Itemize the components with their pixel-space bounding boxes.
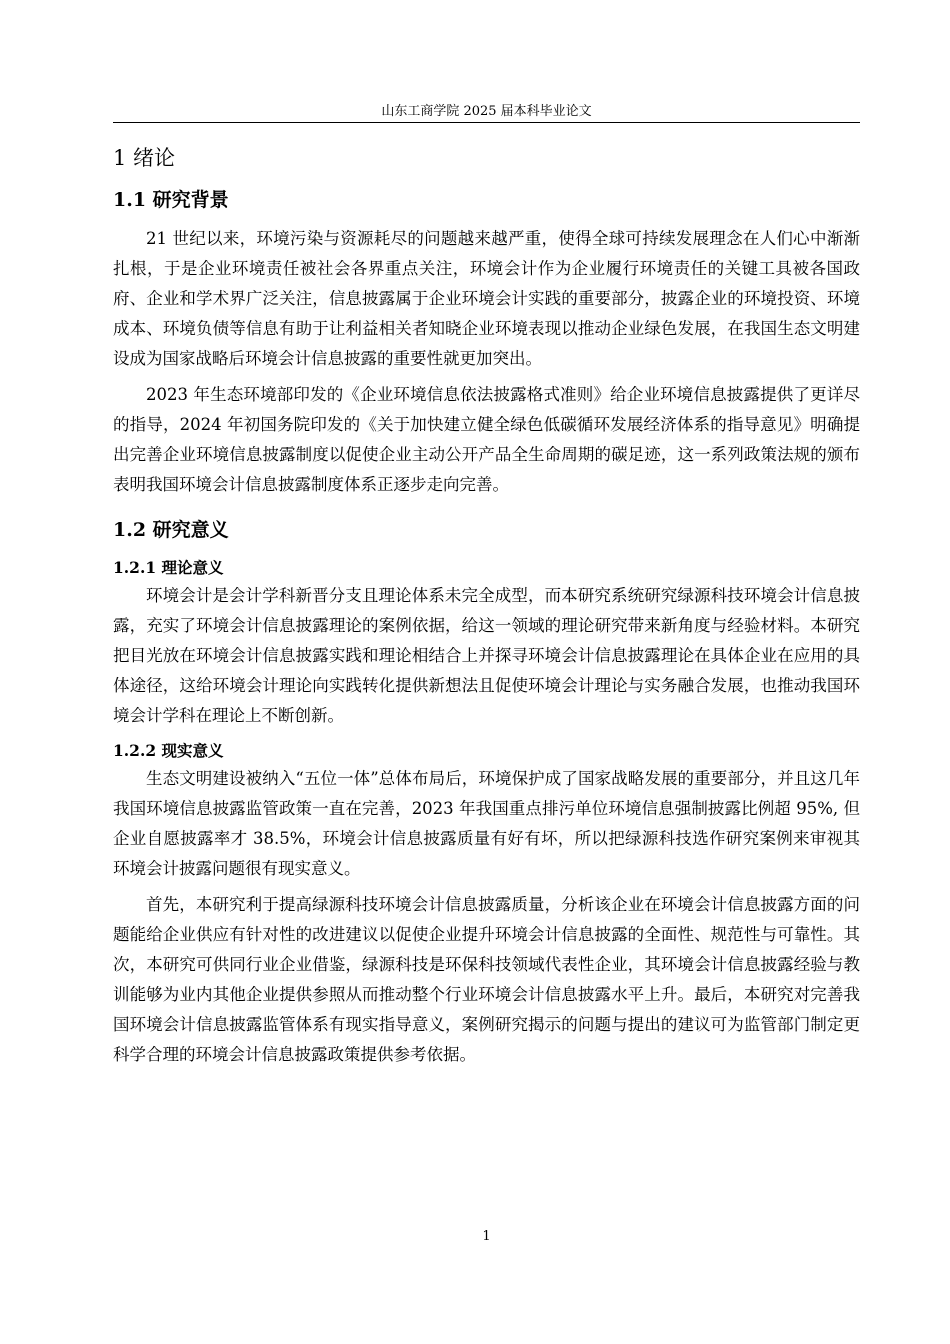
page-body (113, 140, 860, 1076)
page-number: 1 (482, 1229, 491, 1244)
subsection-heading-practical-significance: 1.2.2 现实意义 (113, 741, 224, 760)
section-heading-research-significance: 1.2 研究意义 (113, 519, 229, 541)
subsection-heading-theoretical-significance: 1.2.1 理论意义 (113, 558, 224, 577)
paragraph: 生态文明建设被纳入“五位一体”总体布局后，环境保护成了国家战略发展的重要部分，并且这几年我国环境信息披露监管政策一直在完善，2023 年我国重点排污单位环境信息强制披露比例超 95%, 但企业自愿披露率才 38.5%，环境会计信息披露质量有好有坏，所以把绿源科技选作研究案例来审视其环境会计披露问题很有现实意义。 (113, 769, 860, 878)
header-divider (113, 122, 860, 123)
paragraph: 2023 年生态环境部印发的《企业环境信息依法披露格式准则》给企业环境信息披露提供了更详尽的指导，2024 年初国务院印发的《关于加快建立健全绿色低碳循环发展经济体系的指导意见》明确提出完善企业环境信息披露制度以促使企业主动公开产品全生命周期的碳足迹，这一系列政策法规的颁布表明我国环境会计信息披露制度体系正逐步走向完善。 (113, 385, 860, 494)
running-header: 山东工商学院 2025 届本科毕业论文 (381, 104, 592, 119)
paragraph: 21 世纪以来，环境污染与资源耗尽的问题越来越严重，使得全球可持续发展理念在人们心中渐渐扎根，于是企业环境责任被社会各界重点关注，环境会计作为企业履行环境责任的关键工具被各国政府、企业和学术界广泛关注，信息披露属于企业环境会计实践的重要部分，披露企业的环境投资、环境成本、环境负债等信息有助于让利益相关者知晓企业环境表现以推动企业绿色发展，在我国生态文明建设成为国家战略后环境会计信息披露的重要性就更加突出。 (113, 229, 860, 368)
chapter-heading: 1 绪论 (113, 146, 176, 170)
paragraph: 首先，本研究利于提高绿源科技环境会计信息披露质量，分析该企业在环境会计信息披露方面的问题能给企业供应有针对性的改进建议以促使企业提升环境会计信息披露的全面性、规范性与可靠性。其次，本研究可供同行业企业借鉴，绿源科技是环保科技领域代表性企业，其环境会计信息披露经验与教训能够为业内其他企业提供参照从而推动整个行业环境会计信息披露水平上升。最后，本研究对完善我国环境会计信息披露监管体系有现实指导意义，案例研究揭示的问题与提出的建议可为监管部门制定更科学合理的环境会计信息披露政策提供参考依据。 (113, 895, 860, 1064)
paragraph: 环境会计是会计学科新晋分支且理论体系未完全成型，而本研究系统研究绿源科技环境会计信息披露，充实了环境会计信息披露理论的案例依据，给这一领域的理论研究带来新角度与经验材料。本研究把目光放在环境会计信息披露实践和理论相结合上并探寻环境会计信息披露理论在具体企业在应用的具体途径，这给环境会计理论向实践转化提供新想法且促使环境会计理论与实务融合发展，也推动我国环境会计学科在理论上不断创新。 (113, 586, 860, 725)
section-heading-research-background: 1.1 研究背景 (113, 189, 229, 211)
